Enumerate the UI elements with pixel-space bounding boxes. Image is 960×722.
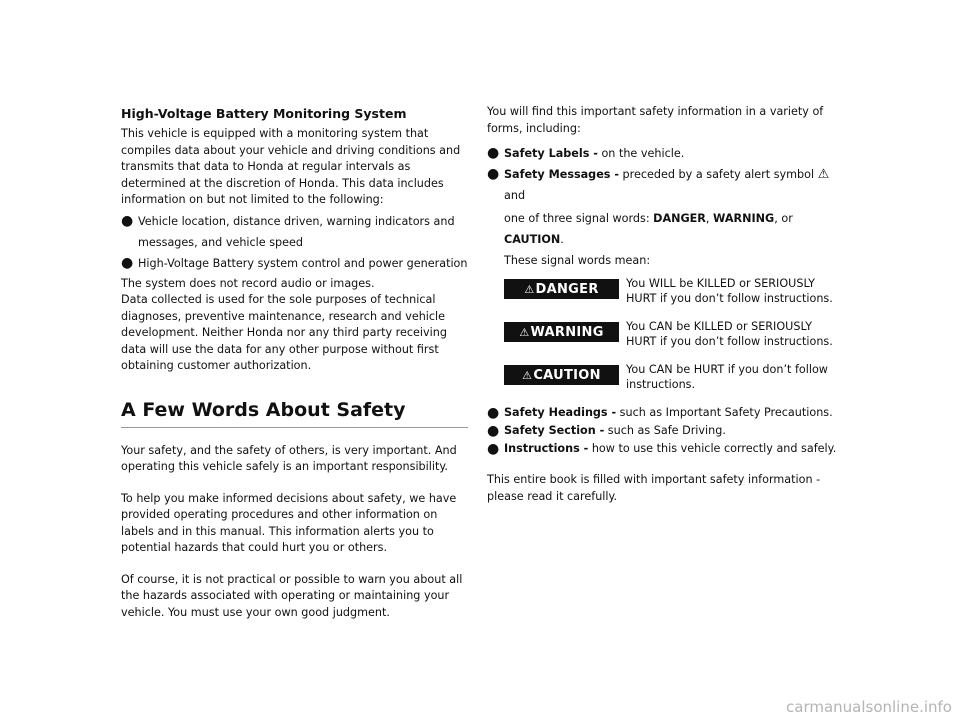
- spacer: [121, 428, 468, 443]
- watermark: carmanualsonline.info: [786, 698, 952, 716]
- battery-section-title: High-Voltage Battery Monitoring System: [121, 106, 407, 121]
- battery-data-list: [121, 211, 468, 274]
- more-forms-list: [487, 404, 842, 458]
- warning-triangle-icon: ⚠: [524, 282, 535, 296]
- bullet-dot-icon: ●: [487, 145, 500, 161]
- list-item: ● High-Voltage Battery system control and power generation: [121, 253, 468, 274]
- danger-label: ⚠ DANGER: [504, 279, 619, 299]
- bullet-dot-icon: ●: [121, 212, 134, 229]
- caution-description: You CAN be HURT if you don’t follow instructions.: [626, 363, 828, 391]
- list-item: ● Safety Section - such as Safe Driving.: [487, 423, 726, 439]
- danger-description: You WILL be KILLED or SERIOUSLY HURT if you don’t follow instructions.: [626, 277, 833, 305]
- caution-label: ⚠ CAUTION: [504, 365, 619, 385]
- safety-para-3: Of course, it is not practical or possible to warn you about all the hazards associated with operating or maintaining your vehicle. You must use your own good judgment.: [121, 572, 463, 619]
- closing-text: This entire book is filled with important safety information - please read it carefully.: [487, 473, 821, 503]
- data-usage-text: Data collected is used for the sole purposes of technical diagnoses, preventive maintenance, research and vehicle development. Neither Honda nor any third party receiving data will use the data for any other purpose without first obtaining customer authorization.: [121, 293, 447, 372]
- warning-label: ⚠ WARNING: [504, 322, 619, 342]
- list-item: ● Safety Headings - such as Important Safety Precautions.: [487, 405, 833, 421]
- safety-para-2: To help you make informed decisions about safety, we have provided operating procedures and other information on labels and in this manual. This information alerts you to potential hazards that could hurt you or others.: [121, 491, 457, 554]
- list-item: ● Safety Labels - on the vehicle.: [487, 143, 842, 164]
- signal-row-danger: [504, 279, 842, 306]
- spacer: [121, 476, 468, 491]
- bullet-dot-icon: ●: [487, 405, 500, 421]
- warning-triangle-icon: ⚠: [522, 368, 533, 382]
- warning-description: You CAN be KILLED or SERIOUSLY HURT if you don’t follow instructions.: [626, 320, 833, 348]
- safety-para-1: Your safety, and the safety of others, is very important. And operating this vehicle safely is an important responsibility.: [121, 443, 457, 473]
- right-column: [487, 98, 842, 505]
- bullet-dot-icon: ●: [487, 423, 500, 439]
- signal-row-warning: [504, 322, 842, 349]
- signal-row-caution: [504, 365, 842, 392]
- bullet-dot-icon: ●: [121, 254, 134, 271]
- signal-table: [487, 279, 842, 392]
- signal-words-line: one of three signal words: DANGER, WARNING, or CAUTION.: [504, 212, 793, 246]
- list-item: ● Safety Messages - preceded by a safety alert symbol ⚠ and: [487, 166, 830, 202]
- bullet-dot-icon: ●: [487, 166, 500, 182]
- bullet-dot-icon: ●: [487, 441, 500, 457]
- warning-triangle-icon: ⚠: [519, 325, 530, 339]
- battery-intro: This vehicle is equipped with a monitoring system that compiles data about your vehicle and driving conditions and transmits that data to Honda at regular intervals as determined at the discretion of Honda. This data includes information on but not limited to the following:: [121, 127, 461, 206]
- forms-list: [487, 143, 842, 206]
- list-item: ● Instructions - how to use this vehicle correctly and safely.: [487, 441, 837, 457]
- warning-triangle-icon: ⚠: [817, 167, 830, 182]
- left-column: [121, 98, 468, 621]
- forms-intro: You will find this important safety information in a variety of forms, including:: [487, 105, 824, 135]
- list-item: ● Vehicle location, distance driven, warning indicators and messages, and vehicle speed: [121, 212, 455, 249]
- spacer: [121, 557, 468, 572]
- no-audio-note: The system does not record audio or images.: [121, 276, 375, 290]
- safety-heading: A Few Words About Safety: [121, 399, 468, 428]
- signal-words-mean: These signal words mean:: [504, 254, 651, 267]
